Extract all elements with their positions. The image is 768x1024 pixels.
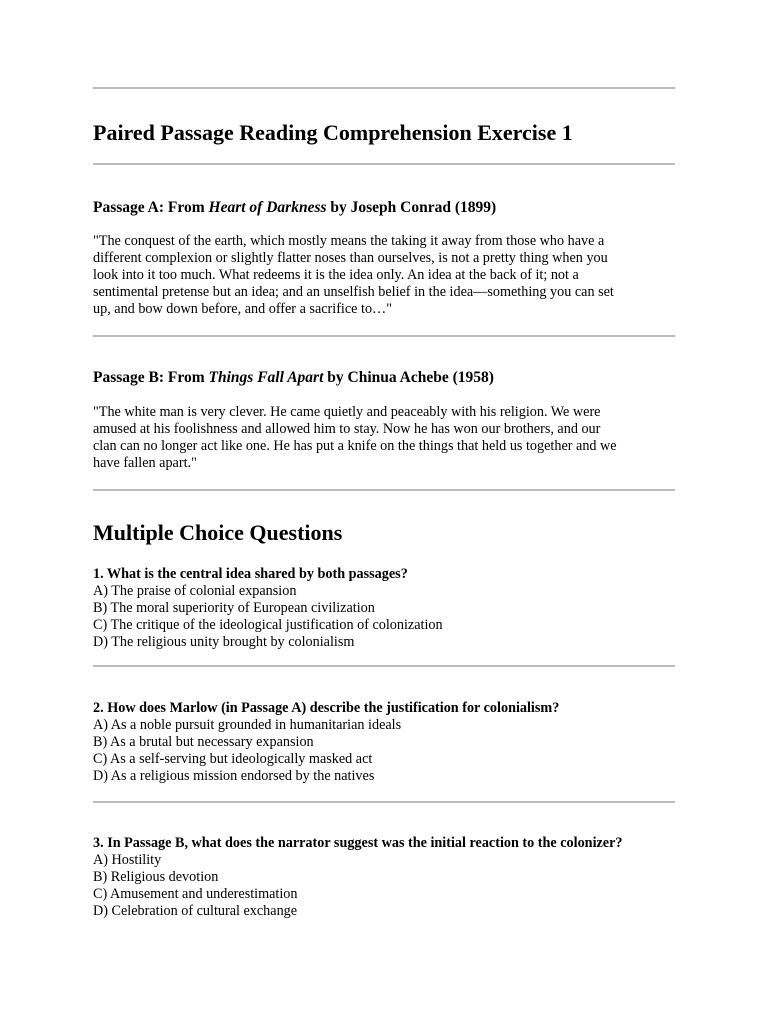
divider (93, 489, 675, 491)
passage-b-work-title: Things Fall Apart (208, 369, 324, 386)
answer-option: A) The praise of colonial expansion (93, 583, 297, 599)
answer-option: A) Hostility (93, 852, 162, 868)
passage-line: sentimental pretense but an idea; and an unselfish belief in the idea—something you can set (93, 284, 614, 300)
passage-line: clan can no longer act like one. He has put a knife on the things that held us together and we (93, 438, 617, 454)
answer-option: C) Amusement and underestimation (93, 886, 298, 902)
answer-option: D) Celebration of cultural exchange (93, 903, 298, 919)
passage-line: have fallen apart." (93, 455, 197, 471)
divider (93, 801, 675, 803)
answer-option: D) The religious unity brought by colonialism (93, 634, 355, 650)
passage-line: "The conquest of the earth, which mostly means the taking it away from those who have a (93, 233, 605, 249)
passage-line: amused at his foolishness and allowed him to stay. Now he has won our brothers, and our (93, 421, 601, 437)
divider (93, 665, 675, 667)
answer-option: A) As a noble pursuit grounded in humanitarian ideals (93, 717, 402, 733)
answer-option: B) As a brutal but necessary expansion (93, 734, 314, 750)
question-2 (93, 700, 693, 785)
passage-a-text (93, 233, 675, 318)
question-1 (93, 566, 693, 651)
passage-line: different complexion or slightly flatter noses than ourselves, is not a pretty thing when you (93, 250, 608, 266)
answer-option: B) The moral superiority of European civilization (93, 600, 375, 616)
passage-b-heading (93, 369, 494, 387)
mcq-heading: Multiple Choice Questions (93, 520, 343, 545)
divider (93, 163, 675, 165)
answer-option: C) The critique of the ideological justification of colonization (93, 617, 443, 633)
passage-line: look into it too much. What redeems it is the idea only. An idea at the back of it; not a (93, 267, 579, 283)
answer-option: C) As a self-serving but ideologically masked act (93, 751, 373, 767)
divider (93, 87, 675, 89)
question-3 (93, 835, 693, 920)
answer-option: B) Religious devotion (93, 869, 219, 885)
question-text: 2. How does Marlow (in Passage A) describe the justification for colonialism? (93, 700, 560, 716)
passage-line: "The white man is very clever. He came quietly and peaceably with his religion. We were (93, 404, 601, 420)
passage-a-byline: by Joseph Conrad (1899) (326, 199, 497, 216)
divider (93, 335, 675, 337)
answer-option: D) As a religious mission endorsed by the natives (93, 768, 375, 784)
passage-line: up, and bow down before, and offer a sacrifice to…" (93, 301, 393, 317)
passage-b-label: Passage B: From (93, 369, 209, 386)
passage-a-heading (93, 199, 496, 217)
passage-b-byline: by Chinua Achebe (1958) (323, 369, 494, 386)
passage-b-text (93, 404, 675, 472)
page-title: Paired Passage Reading Comprehension Exercise 1 (93, 120, 573, 145)
question-text: 1. What is the central idea shared by both passages? (93, 566, 408, 582)
passage-a-work-title: Heart of Darkness (208, 199, 327, 216)
question-text: 3. In Passage B, what does the narrator suggest was the initial reaction to the colonizer? (93, 835, 623, 851)
passage-a-label: Passage A: From (93, 199, 209, 216)
